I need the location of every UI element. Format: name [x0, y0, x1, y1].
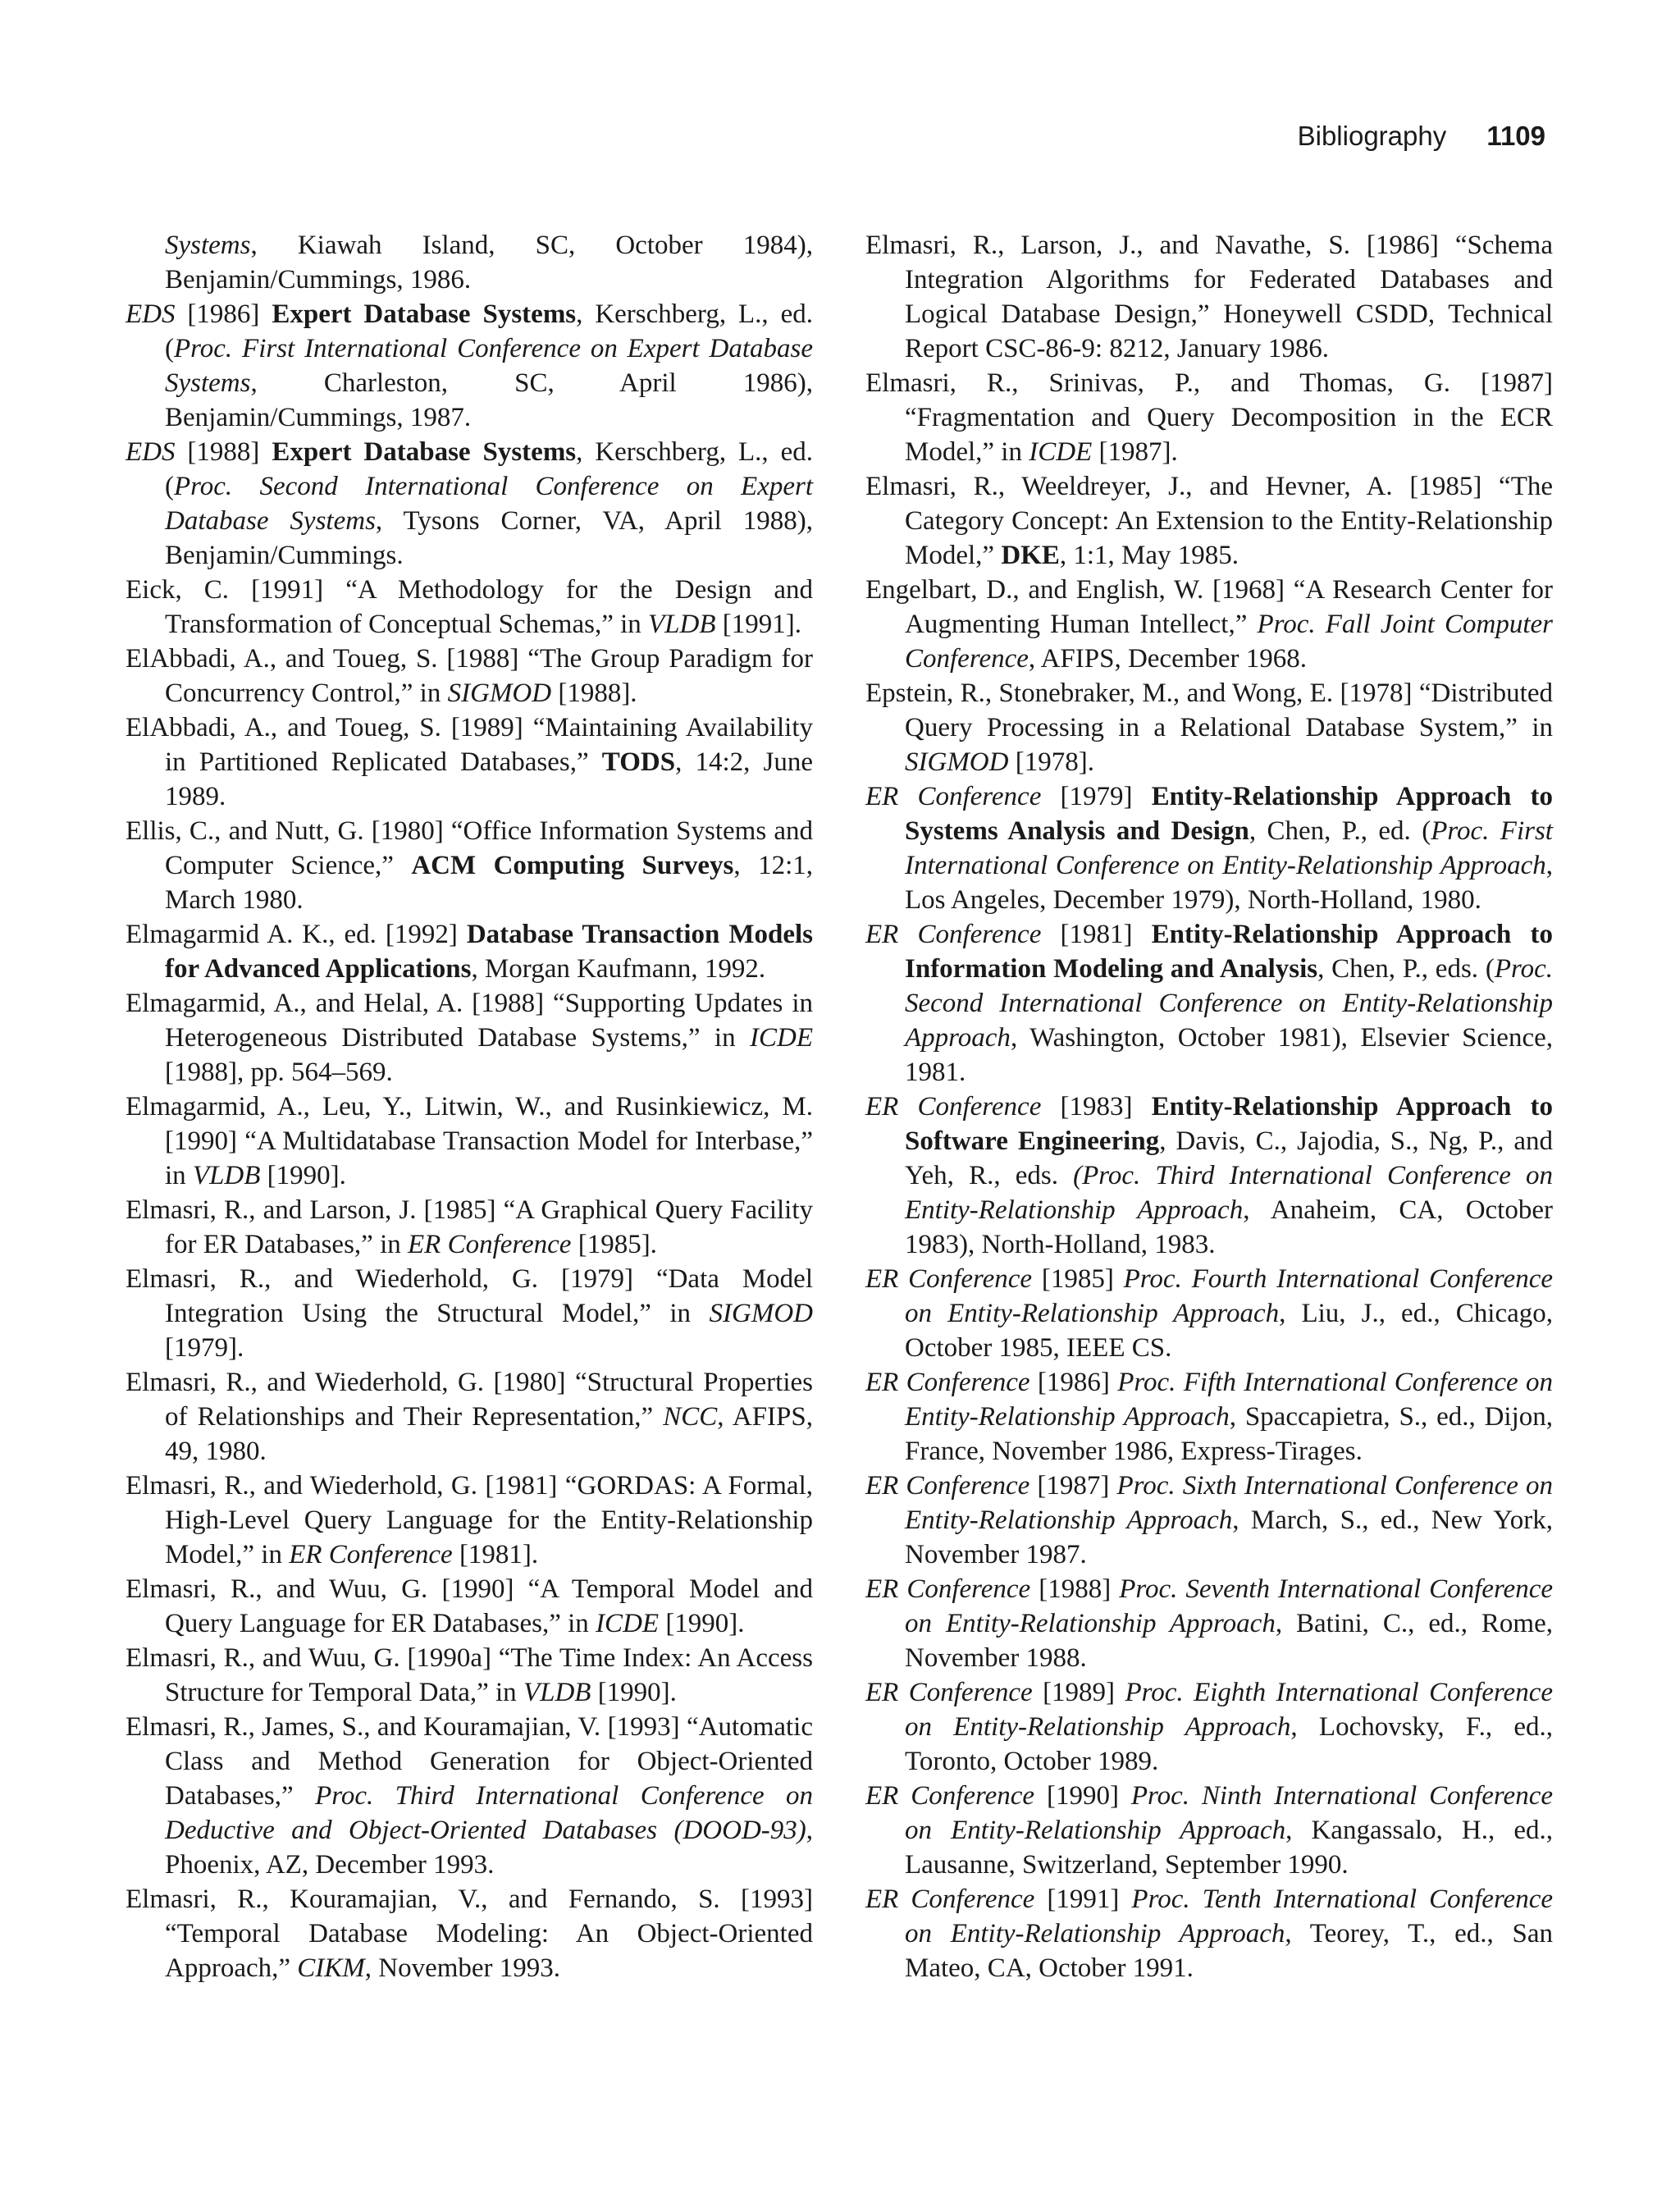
entry-text: Elmagarmid A. K., ed. [1992] — [126, 920, 467, 949]
bibliography-entry — [126, 1882, 813, 1985]
entry-text: [1990]. — [591, 1678, 677, 1707]
bibliography-entry — [865, 1882, 1553, 1985]
bibliography-entry — [865, 1675, 1553, 1779]
bibliography-entry — [865, 228, 1553, 366]
bibliography-entry — [126, 642, 813, 710]
entry-text: Elmasri, R., and Larson, J. [1985] “A Graphical Query Facility for ER Databases,” in — [126, 1195, 813, 1259]
bibliography-entry — [865, 1365, 1553, 1469]
entry-text: , Kiawah Island, SC, October 1984), Benjamin/Cummings, 1986. — [165, 231, 813, 295]
bibliography-entry — [126, 1641, 813, 1710]
entry-text: , Charleston, SC, April 1986), Benjamin/Cummings, 1987. — [165, 368, 813, 432]
entry-italic-text: VLDB — [192, 1161, 261, 1190]
entry-italic-text: ER Conference — [865, 1781, 1035, 1811]
entry-italic-text: ICDE — [750, 1023, 813, 1053]
entry-text: Elmasri, R., and Wuu, G. [1990a] “The Time Index: An Access Structure for Temporal Data,” in — [126, 1643, 813, 1707]
entry-bold-text: DKE — [1001, 541, 1060, 570]
entry-text: , Kerschberg, L., ed. ( — [165, 299, 813, 363]
entry-text: [1986] — [175, 299, 272, 329]
entry-text: Elmasri, R., and Wuu, G. [1990] “A Temporal Model and Query Language for ER Databases,” in — [126, 1574, 813, 1638]
bibliography-entry — [865, 1262, 1553, 1365]
entry-italic-text: ICDE — [596, 1609, 660, 1638]
entry-italic-text: ER Conference — [289, 1540, 453, 1569]
bibliography-entry — [865, 1090, 1553, 1262]
entry-text: , Teorey, T., ed., San Mateo, CA, October 1991. — [905, 1919, 1553, 1983]
bibliography-entry — [126, 573, 813, 642]
bibliography-entry — [126, 1710, 813, 1882]
entry-italic-text: Proc. Fifth International Conference on Entity-Relationship Approach — [905, 1368, 1554, 1432]
bibliography-entry — [126, 917, 813, 986]
entry-italic-text: ER Conference — [865, 1574, 1031, 1604]
entry-text: , Kangassalo, H., ed., Lausanne, Switzerland, September 1990. — [905, 1816, 1553, 1880]
entry-text: , Los Angeles, December 1979), North-Holland, 1980. — [905, 851, 1553, 915]
entry-italic-text: VLDB — [523, 1678, 591, 1707]
entry-text: [1981]. — [452, 1540, 539, 1569]
entry-italic-text: EDS — [126, 299, 176, 329]
entry-text: [1979]. — [165, 1333, 244, 1363]
entry-bold-text: Entity-Relationship Approach to Systems Analysis and Design — [905, 782, 1553, 846]
bibliography-entry — [126, 814, 813, 917]
entry-bold-text: ACM Computing Surveys — [411, 851, 734, 880]
entry-text: ElAbbadi, A., and Toueg, S. [1989] “Maintaining Availability in Partitioned Replicated Databases,” — [126, 713, 813, 777]
entry-text: Elmasri, R., Larson, J., and Navathe, S. [1986] “Schema Integration Algorithms for Federated Databases and Logical Database Design,” Honeywell CSDD, Technical Report CSC-86-9: 8212, January 1986. — [865, 231, 1553, 363]
entry-text: Elmasri, R., and Wiederhold, G. [1980] “Structural Properties of Relationships and Their Representation,” — [126, 1368, 813, 1432]
entry-text: , Anaheim, CA, October 1983), North-Holland, 1983. — [905, 1195, 1553, 1259]
entry-italic-text: ER Conference — [865, 1368, 1030, 1397]
entry-text: [1978]. — [1008, 747, 1094, 777]
entry-italic-text: SIGMOD — [905, 747, 1009, 777]
bibliography-entry — [865, 1572, 1553, 1675]
bibliography-entry — [865, 917, 1553, 1090]
entry-text: , AFIPS, December 1968. — [1028, 644, 1308, 674]
entry-bold-text: Database Transaction Models for Advanced Applications — [165, 920, 813, 984]
bibliography-entry — [865, 779, 1553, 917]
entry-text: , Lochovsky, F., ed., Toronto, October 1989. — [905, 1712, 1553, 1776]
entry-text: , March, S., ed., New York, November 1987. — [905, 1505, 1553, 1569]
entry-text: [1991]. — [715, 610, 801, 639]
entry-italic-text: ER Conference — [865, 1471, 1030, 1501]
entry-italic-text: ER Conference — [408, 1230, 572, 1259]
entry-text: [1990] — [1034, 1781, 1131, 1811]
entry-bold-text: TODS — [601, 747, 676, 777]
bibliography-entry — [126, 1262, 813, 1365]
section-title: Bibliography — [1297, 121, 1447, 151]
bibliography-entry — [865, 573, 1553, 676]
entry-text: Epstein, R., Stonebraker, M., and Wong, E. [1978] “Distributed Query Processing in a Relational Database System,” in — [865, 678, 1553, 742]
entry-bold-text: Entity-Relationship Approach to Software Engineering — [905, 1092, 1553, 1156]
bibliography-entry — [126, 1365, 813, 1469]
bibliography-column-left — [126, 228, 813, 1985]
entry-text: , Spaccapietra, S., ed., Dijon, France, November 1986, Express-Tirages. — [905, 1402, 1553, 1466]
bibliography-column-right — [865, 228, 1553, 1985]
entry-text: [1991] — [1034, 1884, 1132, 1914]
entry-italic-text: Proc. Third International Conference on Deductive and Object-Oriented Databases (DOOD-93) — [165, 1781, 814, 1845]
entry-text: [1988]. — [551, 678, 637, 708]
entry-italic-text: Proc. First International Conference on Entity-Relationship Approach — [905, 816, 1553, 880]
entry-italic-text: ER Conference — [865, 1092, 1042, 1122]
entry-text: [1985]. — [571, 1230, 657, 1259]
entry-text: [1986] — [1029, 1368, 1118, 1397]
entry-text: , AFIPS, 49, 1980. — [165, 1402, 814, 1466]
entry-italic-text: Proc. Tenth International Conference on Entity-Relationship Approach — [905, 1884, 1553, 1948]
entry-italic-text: ER Conference — [865, 920, 1042, 949]
bibliography-entry — [865, 1779, 1553, 1882]
entry-text: , Batini, C., ed., Rome, November 1988. — [905, 1609, 1553, 1673]
entry-text: [1985] — [1032, 1264, 1124, 1294]
entry-text: , 12:1, March 1980. — [165, 851, 813, 915]
bibliography-entry — [126, 1090, 813, 1193]
entry-bold-text: Entity-Relationship Approach to Information Modeling and Analysis — [905, 920, 1553, 984]
entry-text: , Liu, J., ed., Chicago, October 1985, IEEE CS. — [905, 1299, 1553, 1363]
entry-text: Elmasri, R., and Wiederhold, G. [1981] “GORDAS: A Formal, High-Level Query Language for the Entity-Relationship Model,” in — [126, 1471, 813, 1569]
entry-text: Engelbart, D., and English, W. [1968] “A Research Center for Augmenting Human Intellect,” — [865, 575, 1553, 639]
bibliography-entry — [126, 297, 813, 435]
bibliography-entry — [865, 1469, 1553, 1572]
entry-italic-text: Proc. Fourth International Conference on Entity-Relationship Approach — [905, 1264, 1553, 1328]
entry-text: Elmasri, R., Srinivas, P., and Thomas, G. [1987] “Fragmentation and Query Decomposition in the ECR Model,” in — [865, 368, 1553, 467]
entry-italic-text: Systems — [165, 231, 251, 260]
running-head — [1298, 120, 1545, 153]
entry-bold-text: Expert Database Systems — [272, 299, 577, 329]
entry-italic-text: Proc. Seventh International Conference on Entity-Relationship Approach — [905, 1574, 1553, 1638]
entry-text: Elmagarmid, A., and Helal, A. [1988] “Supporting Updates in Heterogeneous Distributed Database Systems,” in — [126, 989, 813, 1053]
bibliography-entry — [865, 469, 1553, 573]
entry-italic-text: SIGMOD — [709, 1299, 813, 1328]
entry-text: [1988] — [175, 437, 272, 467]
entry-text: [1990]. — [260, 1161, 346, 1190]
entry-text: , Morgan Kaufmann, 1992. — [471, 954, 766, 984]
entry-text: , 1:1, May 1985. — [1059, 541, 1239, 570]
entry-bold-text: Expert Database Systems — [272, 437, 577, 467]
entry-italic-text: Proc. First International Conference on Expert Database Systems — [165, 334, 813, 398]
entry-text: , Davis, C., Jajodia, S., Ng, P., and Yeh, R., eds. — [905, 1126, 1553, 1190]
page-number: 1109 — [1486, 121, 1545, 151]
entry-text: , Chen, P., ed. ( — [1249, 816, 1431, 846]
entry-text: , Washington, October 1981), Elsevier Science, 1981. — [905, 1023, 1553, 1087]
entry-italic-text: ER Conference — [865, 782, 1042, 811]
bibliography-entry — [126, 1572, 813, 1641]
bibliography-entry — [865, 676, 1553, 779]
entry-text: Elmasri, R., James, S., and Kouramajian, V. [1993] “Automatic Class and Method Generation for Object-Oriented Databases,” — [126, 1712, 813, 1811]
bibliography-entry — [126, 435, 813, 573]
entry-text: ElAbbadi, A., and Toueg, S. [1988] “The Group Paradigm for Concurrency Control,” in — [126, 644, 813, 708]
entry-text: [1990]. — [659, 1609, 745, 1638]
bibliography-entry — [126, 1469, 813, 1572]
entry-italic-text: EDS — [126, 437, 176, 467]
entry-text: , Tysons Corner, VA, April 1988), Benjamin/Cummings. — [165, 506, 813, 570]
entry-italic-text: Proc. Second International Conference on Expert Database Systems — [165, 472, 813, 536]
entry-text: [1989] — [1032, 1678, 1125, 1707]
entry-italic-text: Proc. Eighth International Conference on Entity-Relationship Approach — [905, 1678, 1553, 1742]
entry-italic-text: NCC — [663, 1402, 718, 1432]
entry-text: [1981] — [1041, 920, 1152, 949]
entry-text: [1979] — [1041, 782, 1152, 811]
entry-text: [1988], pp. 564–569. — [165, 1058, 393, 1087]
entry-text: [1988] — [1030, 1574, 1120, 1604]
entry-italic-text: ICDE — [1029, 437, 1093, 467]
entry-italic-text: SIGMOD — [447, 678, 552, 708]
entry-text: [1987] — [1029, 1471, 1117, 1501]
entry-italic-text: ER Conference — [865, 1884, 1035, 1914]
entry-italic-text: ER Conference — [865, 1264, 1033, 1294]
entry-text: [1983] — [1041, 1092, 1152, 1122]
entry-text: Elmagarmid, A., Leu, Y., Litwin, W., and Rusinkiewicz, M. [1990] “A Multidatabase Transaction Model for Interbase,” in — [126, 1092, 813, 1190]
entry-text: [1987]. — [1092, 437, 1178, 467]
bibliography-entry-continued — [126, 228, 813, 297]
entry-italic-text: Proc. Ninth International Conference on Entity-Relationship Approach — [905, 1781, 1553, 1845]
entry-italic-text: Proc. Fall Joint Computer Conference — [905, 610, 1553, 674]
entry-italic-text: VLDB — [648, 610, 716, 639]
entry-italic-text: Proc. Sixth International Conference on Entity-Relationship Approach — [905, 1471, 1553, 1535]
entry-text: Elmasri, R., Weeldreyer, J., and Hevner, A. [1985] “The Category Concept: An Extension to the Entity-Relationship Model,” — [865, 472, 1553, 570]
entry-text: , 14:2, June 1989. — [165, 747, 813, 811]
entry-text: Elmasri, R., Kouramajian, V., and Fernando, S. [1993] “Temporal Database Modeling: An Object-Oriented Approach,” — [126, 1884, 813, 1983]
bibliography-entry — [126, 710, 813, 814]
entry-italic-text: ER Conference — [865, 1678, 1033, 1707]
bibliography-entry — [126, 1193, 813, 1262]
bibliography-entry — [865, 366, 1553, 469]
entry-italic-text: (Proc. Third International Conference on Entity-Relationship Approach — [905, 1161, 1553, 1225]
bibliography-entry — [126, 986, 813, 1090]
entry-italic-text: Proc. Second International Conference on Entity-Relationship Approach — [905, 954, 1553, 1053]
entry-italic-text: CIKM — [297, 1953, 365, 1983]
entry-text: , Chen, P., eds. ( — [1317, 954, 1495, 984]
entry-text: , November 1993. — [364, 1953, 561, 1983]
entry-text: Elmasri, R., and Wiederhold, G. [1979] “Data Model Integration Using the Structural Model,” in — [126, 1264, 813, 1328]
entry-text: Ellis, C., and Nutt, G. [1980] “Office Information Systems and Computer Science,” — [126, 816, 813, 880]
entry-text: Eick, C. [1991] “A Methodology for the Design and Transformation of Conceptual Schemas,” in — [126, 575, 813, 639]
entry-text: , Kerschberg, L., ed. ( — [165, 437, 813, 501]
entry-text: , Phoenix, AZ, December 1993. — [165, 1816, 813, 1880]
